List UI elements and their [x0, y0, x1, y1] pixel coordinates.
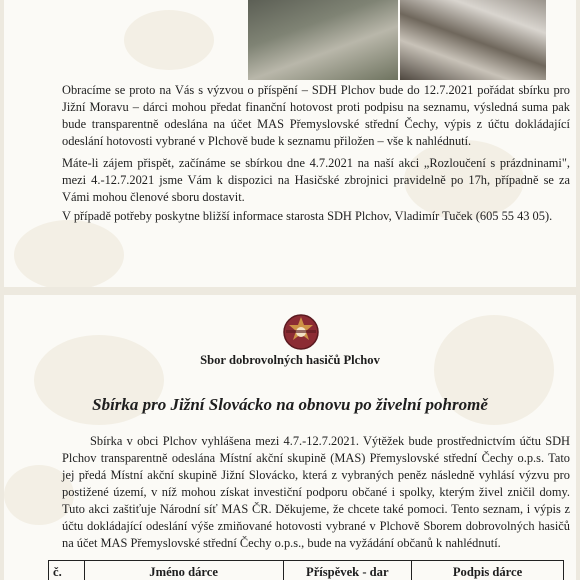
contact-paragraph [62, 208, 570, 225]
paper-stain [124, 10, 214, 70]
schedule-paragraph [62, 155, 570, 206]
appeal-text: Obracíme se proto na Vás s výzvou o příspění – SDH Plchov bude do 12.7.2021 pořádat sbírku pro Jižní Moravu – dárci mohou předat finanční hotovost proti podpisu na seznamu, výsledná suma pak bude transparentně odeslána na účet MAS Přemyslovské střední Čechy, výpis z účtu dokládající odeslání hotovosti vybrané v Plchově bude k seznamu přiložen – vše k nahlédnutí. [62, 83, 570, 148]
donor-table-header-row [49, 561, 564, 580]
donor-table [48, 560, 564, 580]
collection-description: Sbírka v obci Plchov vyhlášena mezi 4.7.-12.7.2021. Výtěžek bude prostřednictvím účtu SDH Plchov transparentně odeslána Místní akční skupině (MAS) Přemyslovské střední Čechy o.p.s. Tato jej předá Místní akční skupině Jižní Slovácko, která z vybraných peněz následně vyhlásí výzvu pro postižené území, v níž mohou získat investiční podporu občané i spolky, kterým živel zničil domy. Tuto akci zaštiťuje Národní síť MAS ČR. Děkujeme, že chcete také pomoci. Tento seznam, i výpis z účtu dokládající odeslání výše zmiňované hotovosti vybrané v Plchově Sborem dobrovolných hasičů na účet MAS Přemyslovské střední Čechy o.p.s., bude na vyžádání občanů k nahlédnutí. [62, 434, 570, 550]
header-donor-name: Jméno dárce [84, 561, 283, 580]
appeal-paragraph [62, 82, 570, 150]
fire-brigade-crest-icon [280, 311, 322, 353]
organization-name: Sbor dobrovolných hasičů Plchov [200, 353, 380, 367]
header-number: č. [49, 561, 85, 580]
collection-sheet [4, 295, 576, 580]
collection-title: Sbírka pro Jižní Slovácko na obnovu po živelní pohromě [92, 395, 488, 414]
flood-photo-left [248, 0, 398, 80]
flood-photo-right [400, 0, 546, 80]
schedule-text: Máte-li zájem přispět, začínáme se sbírkou dne 4.7.2021 na naší akci „Rozloučení s prázdninami", mezi 4.-12.7.2021 jsme Vám k dispozici na Hasičské zbrojnici pravidelně po 17h, případně se za Vámi mohou členové sboru dostavit. [62, 156, 570, 204]
header-contribution: Příspěvek - dar [283, 561, 412, 580]
contact-text: V případě potřeby poskytne bližší informace starosta SDH Plchov, Vladimír Tuček (605 55 43 05). [62, 209, 553, 223]
letter-page-top [4, 0, 576, 287]
paper-stain [14, 220, 124, 287]
header-signature: Podpis dárce [412, 561, 564, 580]
